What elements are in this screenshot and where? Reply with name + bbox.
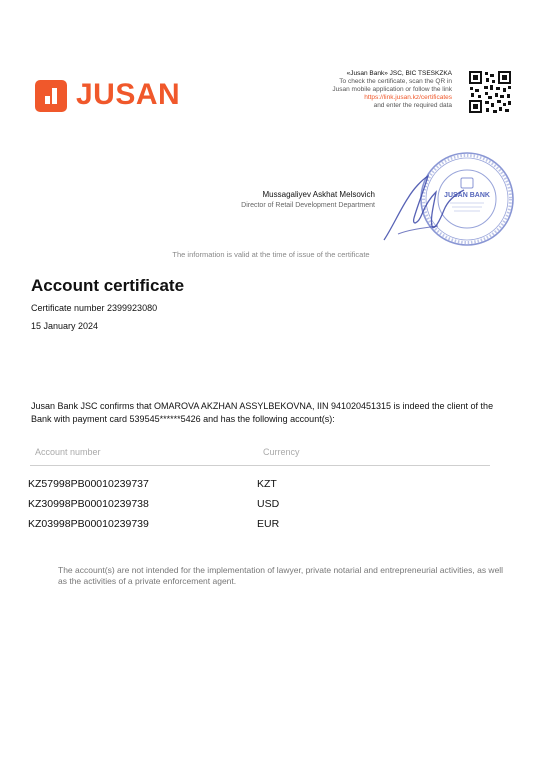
signatory-name: Mussagaliyev Askhat Melsovich: [262, 190, 375, 199]
validity-note: The information is valid at the time of issue of the certificate: [172, 250, 370, 259]
certificate-date: 15 January 2024: [31, 321, 99, 331]
verification-link[interactable]: https://link.jusan.kz/certificates: [364, 94, 452, 101]
disclaimer: The account(s) are not intended for the implementation of lawyer, private notarial and entrepreneurial activities, as well as the activities of a private enforcement agent.: [58, 565, 504, 586]
column-header-account: Account number: [35, 447, 101, 457]
qr-note-line: and enter the required data: [373, 102, 452, 109]
account-number: KZ57998PB00010239737: [28, 478, 149, 490]
account-number: KZ30998PB00010239738: [28, 498, 149, 510]
qr-note-bank: «Jusan Bank» JSC, BIC TSESKZKA: [346, 70, 452, 77]
table-row: [28, 518, 488, 534]
handwritten-signature-icon: [378, 170, 468, 245]
jusan-logo-icon: [35, 80, 67, 112]
table-row: [28, 498, 488, 514]
account-currency: USD: [257, 498, 280, 510]
account-currency: KZT: [257, 478, 277, 490]
jusan-logo-text: JUSAN: [76, 78, 181, 111]
qr-note-line: Jusan mobile application or follow the link: [332, 86, 452, 93]
account-number: KZ03998PB00010239739: [28, 518, 149, 530]
column-header-currency: Currency: [263, 447, 300, 457]
account-currency: EUR: [257, 518, 280, 530]
certificate-number: Certificate number 2399923080: [31, 303, 158, 313]
signatory-title: Director of Retail Development Department: [241, 202, 375, 209]
table-row: [28, 478, 488, 494]
confirmation-statement: Jusan Bank JSC confirms that OMAROVA AKZHAN ASSYLBEKOVNA, IIN 941020451315 is indeed the client of the Bank with payment card 539545******5426 and has the following account(s):: [31, 401, 494, 424]
page-title: Account certificate: [31, 276, 185, 295]
qr-note-line: To check the certificate, scan the QR in: [339, 78, 452, 85]
table-divider: [30, 465, 490, 466]
qr-verification-note: [300, 70, 452, 110]
qr-code-icon: [468, 70, 512, 114]
stamp-text: JUSAN BANK: [444, 192, 490, 199]
